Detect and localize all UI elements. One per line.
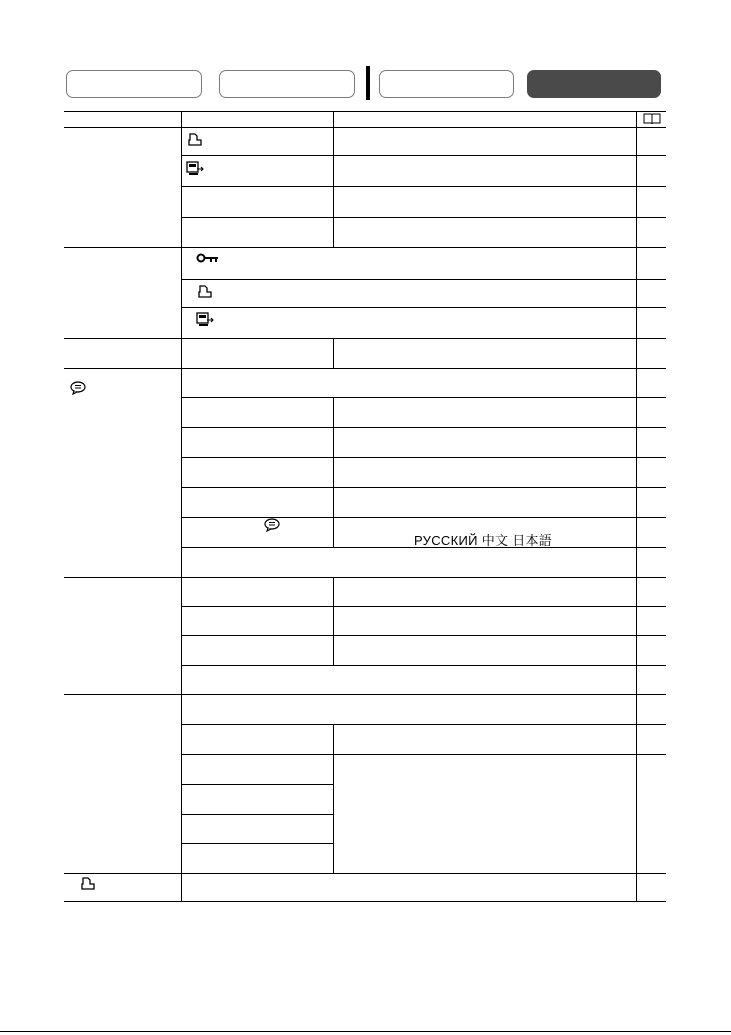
group-rule	[64, 368, 666, 369]
row-rule	[181, 155, 666, 156]
group-rule	[64, 247, 666, 248]
row-rule	[181, 814, 333, 815]
language-options-text: РУССКИЙ 中文 日本語	[414, 533, 553, 548]
group-rule	[64, 338, 666, 339]
row-rule	[181, 547, 666, 548]
table-top-rule	[64, 111, 666, 112]
g3-divider	[333, 338, 334, 368]
group-rule	[64, 873, 666, 874]
row-rule	[181, 307, 666, 308]
group-rule	[64, 577, 666, 578]
tab-1[interactable]	[66, 70, 202, 98]
row-rule	[181, 279, 666, 280]
row-rule	[181, 517, 666, 518]
speech-bubble-icon	[264, 518, 280, 532]
tab-2[interactable]	[219, 70, 355, 98]
row-rule	[181, 397, 666, 398]
g6-divider	[333, 724, 334, 873]
g4-divider	[333, 397, 334, 547]
g5-divider	[333, 577, 334, 665]
row-rule	[181, 217, 666, 218]
book-icon	[643, 113, 661, 125]
row-rule	[181, 186, 666, 187]
group-rule	[64, 694, 666, 695]
header-divider-2	[333, 111, 334, 127]
header-divider-1	[181, 111, 182, 127]
tab-separator	[366, 66, 370, 100]
print-icon	[197, 285, 213, 299]
header-divider-3	[636, 111, 637, 127]
row-rule	[181, 487, 666, 488]
tab-3[interactable]	[379, 70, 514, 98]
g1-divider	[333, 127, 334, 247]
row-rule	[181, 427, 666, 428]
row-rule	[181, 457, 666, 458]
page-bottom-rule	[0, 1031, 731, 1032]
tab-4-active[interactable]	[527, 70, 661, 98]
row-rule	[181, 754, 666, 755]
key-icon	[196, 253, 220, 264]
row-rule	[181, 724, 666, 725]
transfer-icon	[186, 161, 204, 176]
row-rule	[181, 606, 666, 607]
page-column-divider	[636, 127, 637, 902]
row-rule	[181, 665, 666, 666]
row-rule	[181, 843, 333, 844]
print-icon	[80, 877, 96, 891]
speech-bubble-icon	[70, 381, 86, 395]
print-icon	[187, 133, 203, 147]
table-bottom-rule	[64, 901, 666, 902]
transfer-icon	[196, 312, 214, 327]
first-column-divider	[181, 127, 182, 902]
header-bottom-rule	[64, 127, 666, 128]
row-rule	[181, 784, 333, 785]
row-rule	[181, 635, 666, 636]
